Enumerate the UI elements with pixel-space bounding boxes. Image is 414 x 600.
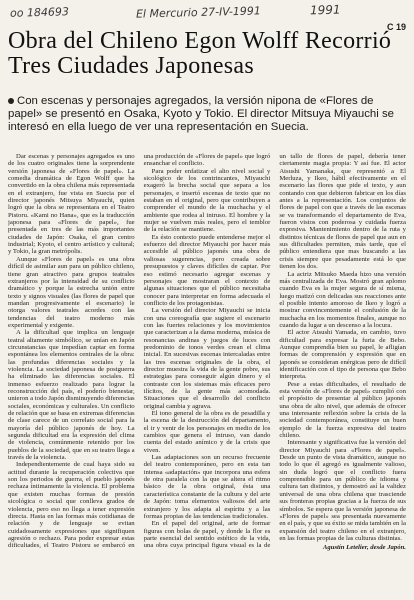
deck-text: Con escenas y personajes agregados, la versión nipona de «Flores de papel» se presentó en Osaka, Kyoto y Tokio. El director Mitsuya Miyauchi se interesó en ella luego de ver una representación en Suecia. <box>8 95 394 133</box>
paragraph: La versión del director Miyauchi se inicia con una coreografía que sugiere el escenario con las fuertes relaciones y los movimientos que caracterizan a la dama moderna, música de resonancias andinas y juegos de luces con predominio de tonos verdes crean el clima inicial. En sucesivas escenas intercaladas entre las tres escenas originales de la obra, el director muestra la vida de la gente pobre, sus estrategias para conseguir algún dinero y el contraste con los sistemas más eficaces pero ilícitos, de la gente más acomodada. Situaciones que el desarrollo del conflicto original cambia y agrava. <box>143 307 271 410</box>
paragraph: Dar escenas y personajes agregados es uno de los cuatro originales tiene la sorprendente versión japonesa de «Flores de papel». La comedia dramática de Egon Wolff que ha convertido en la obra chilena más representada en el extranjero, fue vista en Suecia por el director japonés Mitsuya Miyauchi, quien logró que la obra se representara en el Teatro Pistoru. «Kami no Hana», que es la traducción japonesa para «Flores de papel», fue presentada en tres de las más importantes ciudades de Japón: Osaka, el gran centro industrial; Kyoto, el centro artístico y cultural; y Tokio, la gran metrópolis. <box>8 153 135 256</box>
paragraph: Independientemente de cual haya sido su actitud durante la recuperación colectiva que son los periodos de guerra, el pueblo japonés rechaza íntimamente la violencia. El problema que existen muchas formas de presión sicológica o social que conlleva grados de violencia, pero eso no llega a tener expresión directa. Hasta en las formas más cotidianas de relación y de lenguaje se evitan cuidadosamente expresiones que signifiquen agresión o rechazo. Para poder expresar estas dificultades, el Teatro Pistoru se embarcó en una producción de «Flores de papel» que logró ensanchar el conflicto. <box>8 153 271 550</box>
paragraph: La actriz Mitsuko Maeda hizo una versión más centralizada de Eva. Mostró gran aplomo cuando Eva es la mujer segura de sí misma, luego matizó con delicadas sus reacciones ante el posible intento amoroso de Ikeo y logró a mostrar convincentemente el confusión de la muchacha en los momentos finales, aunque no cuando da lugar a un descenso a la locura. <box>279 270 406 329</box>
handwritten-code: oo 184693 <box>9 5 70 20</box>
paragraph: El tono general de la obra es de pesadilla y la escena de la destrucción del departamento, el ir y venir de los personajes en medio de los cambios que genera el intruso, van dando cuenta del estado anímico y de la crisis que viven. <box>143 410 271 454</box>
paragraph: Las adaptaciones son un recurso frecuente del teatro contemporáneo, pero en esta tan intensa «adaptación» que incorpora una esfera de otra paralela con la que se altera el ritmo básico de la obra original, ésta una característica constante de la cultura y del arte de Japón: toma elementos valiosos del arte extranjero y los adapta al espíritu y a las formas propias de las tendencias tradicionales. <box>143 454 271 520</box>
headline: Obra del Chileno Egon Wolff Recorrió Tres Ciudades Japonesas <box>8 28 392 79</box>
page-code: C 19 <box>386 22 406 32</box>
paragraph: En el papel del original, arte de formar figuras con bolas de papel, y donde la flor es parte esencial del sentido estético de la vida, una obra cuya principal figura visual es la de un tallo de flores de papel, debería tener ciertamente magia propia: Y así fue. El actor Atsushi Yamanaka, que representó a El Merluza, y Ikeo, hábil efectivamente en el escenario las flores que pide el texto, y aun contando con que debieron fabricar en los días antes a la representación. Los conjuntos de flores de papel con que a través de las escenas se va transformando el departamento de Eva, fueron vistos con poderosa y cuidada fuerza expresiva. Mantenimiento dentro de la ruta y distintos técnicas de flores de papel que aun en sus dificultades permiten, más tarde, que el público entendiera que mas buscando a las crisis siempre que pesadamente está lo que tienen los dos. <box>143 153 406 550</box>
paragraph: Para poder enfatizar el alto nivel social y sicológico de los contrincantes, Miyauchi exageró la brecha social que separa a los personajes, e insertó escenas de texto que no estaban en el original, pero que contribuyen a comprender el mundo de la muchacha y el ambiente que rodea al intruso. El hombre y la mujer se vuelven más reales, pero el temblor de la relación se mantiene. <box>143 167 271 234</box>
paragraph: Aunque «Flores de papel» es una obra difícil de asimilar aun para un público chileno, tiene gran atractivo para grupos teatrales extranjeros por la intensidad de su conflicto dramático y porque la estrecha unión entre texto y signos visuales (las flores de papel que mandan progresivamente el escenario) le otorga valores teatrales acordes con las tendencias del teatro moderno más experimental y exigente. <box>8 255 135 329</box>
handwritten-source: El Mercurio 27-IV-1991 <box>135 4 262 21</box>
paragraph: El actor Atsushi Yamada, en cambio, tuvo dificultad para expresar la furia de Bebo. Aunque comprendía bien su papel, le afligían formas de comprensión y expresión que en japonés se consideran enérgicas pero de difícil identificación con el tipo de persona que Bebo interpreta. <box>279 329 406 381</box>
bullet-icon <box>8 98 14 104</box>
author-signature: Agustín Letelier, desde Japón. <box>322 544 406 552</box>
handwritten-year: 1991 <box>309 2 341 18</box>
paragraph: A la dificultad que implica un lenguaje teatral altamente simbólico, se unían en Japón circunstancias que impedían captar en forma espontánea los elementos centrales de la obra: las profundas diferencias sociales y la violencia. La sociedad japonesa de postguerra ha eliminado las diferencias sociales. El inmenso esfuerzo realizado para lograr la reconstrucción del país, el poderío bienestar, unieron a todo Japón disminuyendo diferencias sociales, económicas y culturales. Un conflicto de relación que se basa en extremas diferencias de clase carece de un correlato social para la mayoría del público japonés de hoy. La segunda dificultad era la expresión del clima de violencia, comúnmente retenido por los pueblos de la sociedad, que en su teatro llega a través de la violencia. <box>8 329 135 462</box>
paragraph: Es ésto contexto puede entenderse mejor el esfuerzo del director Miyauchi por hacer más accesible al público japonés una obra de valiosas sugerencias, pero creada sobre presupuestos y claves difíciles de captar. Por eso estimó necesario agregar escenas y personajes que mostraran el contexto de algunas situaciones que el público necesitaba conocer para interpretar en forma adecuada el conflicto de los protagonistas. <box>143 233 271 307</box>
paragraph: Pese a estas dificultades, el resultado de esta versión de «Flores de papel» cumplió con el propósito de presentar al público japonés una obra de alto nivel, que además de ofrecer una interesante reflexión sobre la crisis de la sociedad contemporánea, constituye un buen ejemplo de la fuerza expresiva del teatro chileno. <box>279 380 406 440</box>
deck <box>8 95 406 134</box>
paragraph: Interesante y significativa fue la versión del director Miyauchi para «Flores de papel». Desde un punto de vista dramático, aunque no todo lo que él agregó es igualmente valioso, sin duda logró que el conflicto fuera comprensible para un público de idioma y cultura tan distintos, y demostró así la validez universal de una obra chilena que trasciende sus fronteras propias gracias a la fuerza de sus símbolos. Se espera que la versión japonesa de «Flores de papel» sea presentada nuevamente en el país, y que su éxito se mida también en la expansión del teatro chileno en el extranjero, en las formas propias de las culturas distintas. <box>279 439 406 542</box>
article-body <box>8 153 406 586</box>
